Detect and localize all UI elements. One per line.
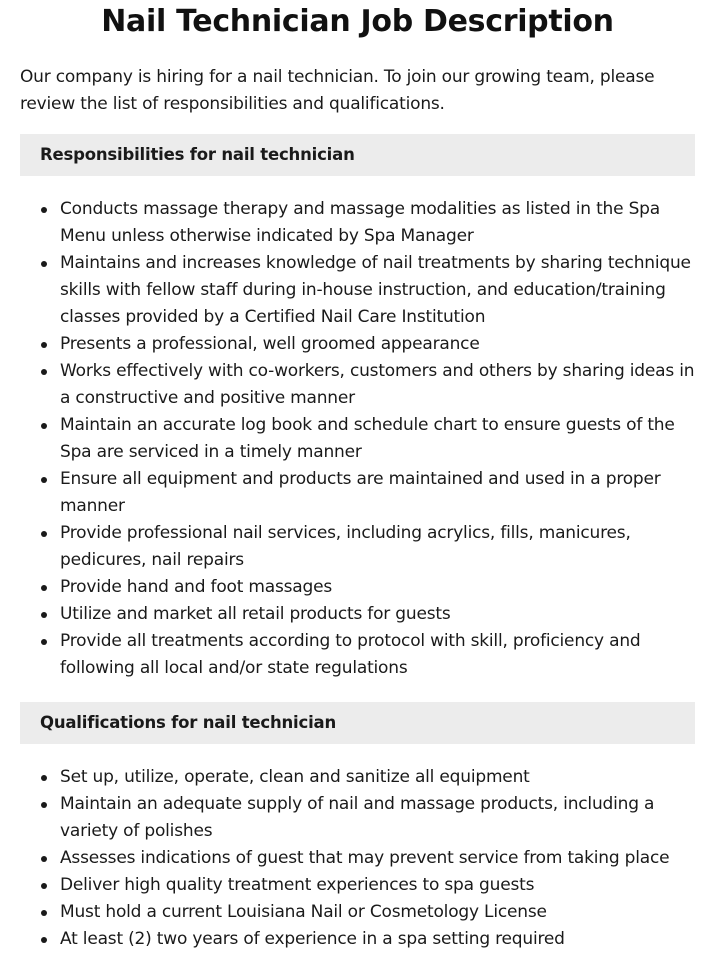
bullet-icon [41,342,47,348]
list-item-text: Assesses indications of guest that may prevent service from taking place [60,848,670,868]
list-item-text: At least (2) two years of experience in a spa setting required [60,929,565,949]
list-item [20,196,695,250]
qualifications-heading: Qualifications for nail technician [20,702,695,744]
list-item-text: Utilize and market all retail products for guests [60,604,451,624]
page-title: Nail Technician Job Description [101,4,614,39]
bullet-icon [41,477,47,483]
bullet-icon [41,531,47,537]
responsibilities-list [20,196,695,682]
intro-paragraph: Our company is hiring for a nail technician. To join our growing team, please review the list of responsibilities and qualifications. [20,67,655,114]
list-item [20,331,695,358]
list-item-text: Maintain an adequate supply of nail and massage products, including a variety of polishes [60,794,655,841]
list-item [20,574,695,601]
job-description-page [20,0,695,953]
list-item [20,412,695,466]
bullet-icon [41,369,47,375]
bullet-icon [41,775,47,781]
bullet-icon [41,423,47,429]
list-item [20,926,695,953]
bullet-icon [41,910,47,916]
list-item-text: Works effectively with co-workers, customers and others by sharing ideas in a constructive and positive manner [60,361,695,408]
list-item-text: Conducts massage therapy and massage modalities as listed in the Spa Menu unless otherwise indicated by Spa Manager [60,199,660,246]
list-item-text: Deliver high quality treatment experiences to spa guests [60,875,535,895]
list-item-text: Must hold a current Louisiana Nail or Cosmetology License [60,902,547,922]
list-item-text: Set up, utilize, operate, clean and sanitize all equipment [60,767,530,787]
list-item [20,764,695,791]
bullet-icon [41,883,47,889]
list-item-text: Provide professional nail services, including acrylics, fills, manicures, pedicures, nail repairs [60,523,631,570]
list-item-text: Provide hand and foot massages [60,577,333,597]
bullet-icon [41,585,47,591]
responsibilities-heading: Responsibilities for nail technician [20,134,695,176]
list-item [20,899,695,926]
bullet-icon [41,937,47,943]
bullet-icon [41,639,47,645]
bullet-icon [41,612,47,618]
list-item [20,358,695,412]
list-item-text: Provide all treatments according to protocol with skill, proficiency and following all local and/or state regulations [60,631,641,678]
list-item-text: Presents a professional, well groomed appearance [60,334,480,354]
list-item-text: Maintain an accurate log book and schedule chart to ensure guests of the Spa are serviced in a timely manner [60,415,675,462]
list-item [20,250,695,331]
list-item [20,601,695,628]
list-item-text: Ensure all equipment and products are maintained and used in a proper manner [60,469,661,516]
list-item [20,845,695,872]
bullet-icon [41,802,47,808]
list-item [20,466,695,520]
list-item [20,520,695,574]
list-item [20,791,695,845]
qualifications-list [20,764,695,953]
bullet-icon [41,856,47,862]
bullet-icon [41,207,47,213]
list-item-text: Maintains and increases knowledge of nail treatments by sharing technique skills with fellow staff during in-house instruction, and education/training classes provided by a Certified Nail Care Institution [60,253,691,327]
bullet-icon [41,261,47,267]
list-item [20,628,695,682]
list-item [20,872,695,899]
